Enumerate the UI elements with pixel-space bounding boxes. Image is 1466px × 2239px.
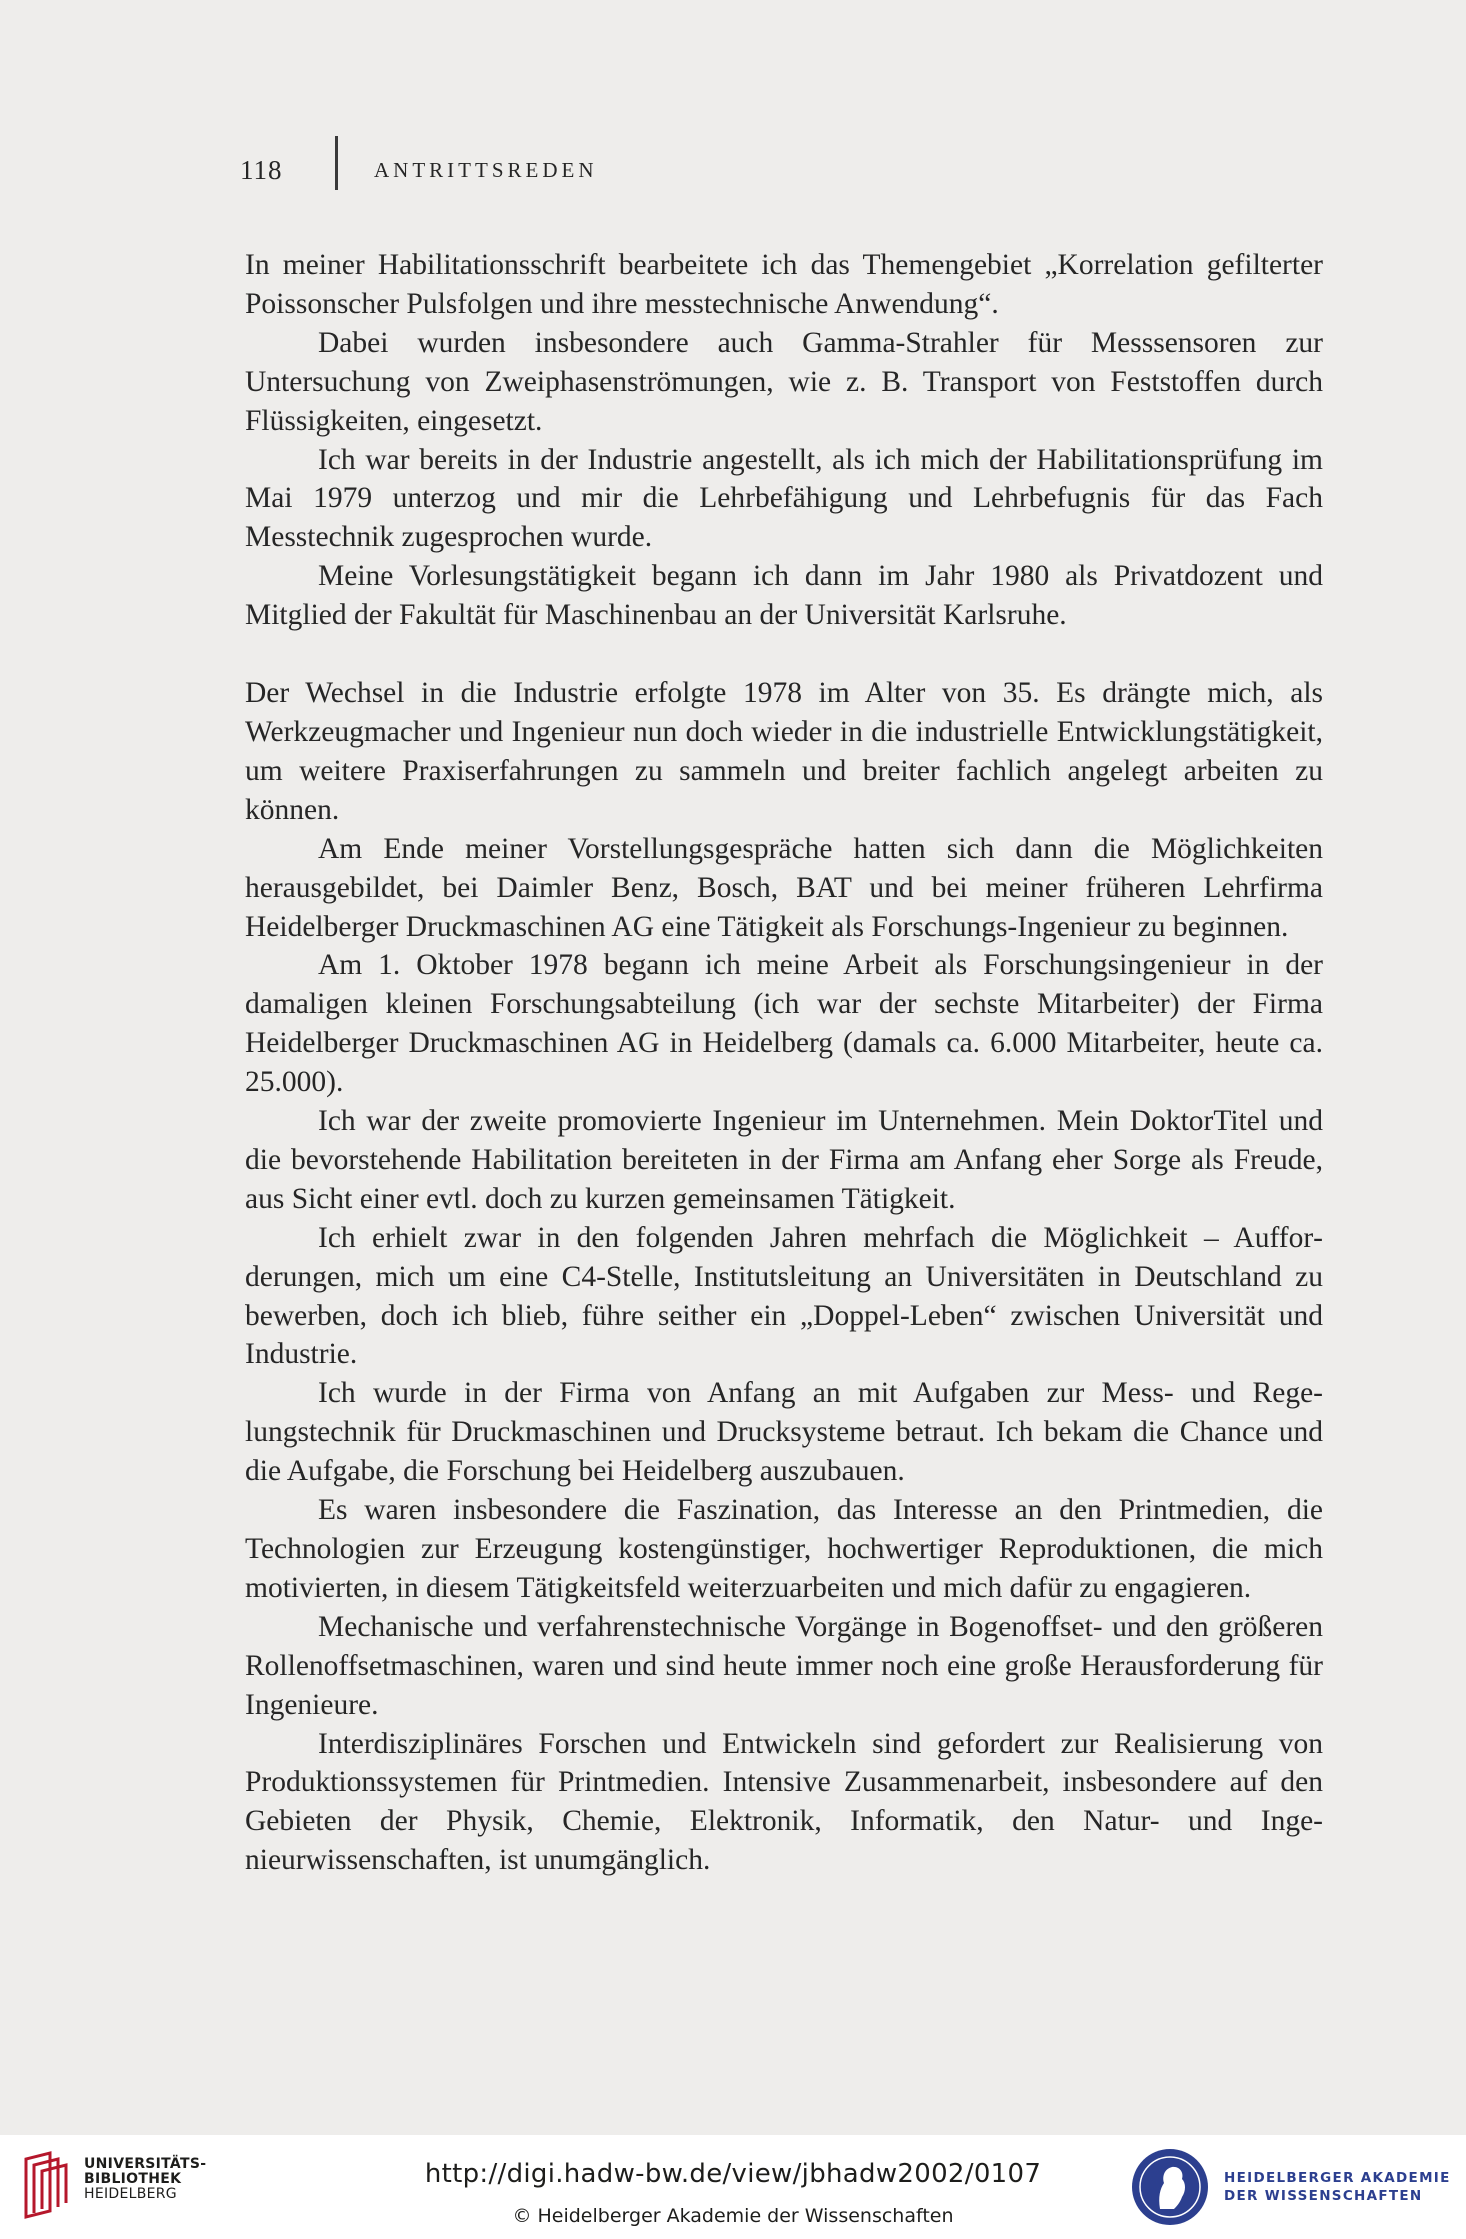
paragraph: Meine Vorlesungstätigkeit begann ich dann im Jahr 1980 als Privatdozent und Mitglied der Fakultät für Maschinenbau an der Universität Karlsruhe.	[245, 560, 1323, 632]
header-divider	[335, 136, 338, 190]
library-city: HEIDELBERG	[84, 2186, 177, 2202]
page-number: 118	[240, 154, 283, 185]
library-name-line: UNIVERSITÄTS-	[84, 2156, 207, 2172]
paragraph: Am Ende meiner Vorstellungsgespräche hatten sich dann die Möglichkeiten herausgebildet, bei Daimler Benz, Bosch, BAT und bei meiner früheren Lehrfirma Heidelberger Druckmaschinen AG eine Tätigkeit als Forschungs-Ingenieur zu beginnen.	[245, 832, 1323, 943]
paragraph: In meiner Habilitationsschrift bearbeitete ich das Themengebiet „Korrelation gefilterter Poissonscher Pulsfolgen und ihre messtechnische Anwendung“.	[245, 249, 1323, 320]
paragraph: Interdisziplinäres Forschen und Entwickeln sind gefordert zur Realisierung von Produktionssystemen für Printmedien. Intensive Zusammenarbeit, insbesondere auf den Gebieten der Physik, Chemie, Elektronik, Informatik, den Natur- und Ingenieurwissenschaften, ist unumgänglich.	[245, 1727, 1323, 1877]
paragraph: Ich war bereits in der Industrie angestellt, als ich mich der Habilitationsprüfung im Mai 1979 unterzog und mir die Lehrbefähigung und Lehrbefugnis für das Fach Messtechnik zugesprochen wurde.	[245, 443, 1323, 554]
paragraph: Der Wechsel in die Industrie erfolgte 1978 im Alter von 35. Es drängte mich, als Werkzeugmacher und Ingenieur nun doch wieder in die industrielle Entwicklungstätigkeit, um weitere Praxiserfahrungen zu sammeln und breiter fachlich angelegt arbeiten zu können.	[245, 677, 1323, 826]
copyright-notice: © Heidelberger Akademie der Wissenschaften	[512, 2205, 954, 2227]
paragraph: Es waren insbesondere die Faszination, das Interesse an den Printmedien, die Technologien zur Erzeugung kostengünstiger, hochwertiger Reproduktionen, die mich motivierten, in diesem Tätigkeitsfeld weiterzuarbeiten und mich dafür zu engagieren.	[245, 1494, 1323, 1604]
paragraph: Am 1. Oktober 1978 begann ich meine Arbeit als Forschungsingenieur in der damaligen kleinen Forschungsabteilung (ich war der sechste Mitarbeiter) der Firma Heidelberger Druckmaschinen AG in Heidelberg (damals ca. 6.000 Mitarbeiter, heute ca. 25.000).	[245, 949, 1323, 1099]
paragraph: Ich erhielt zwar in den folgenden Jahren mehrfach die Möglichkeit – Aufforderungen, mich um eine C4-Stelle, Institutsleitung an Universitäten in Deutschland zu bewerben, doch ich blieb, führe seither ein „Doppel-Leben“ zwischen Universität und Industrie.	[245, 1221, 1323, 1371]
library-name-line: BIBLIOTHEK	[84, 2171, 182, 2187]
paragraph: Ich war der zweite promovierte Ingenieur im Unternehmen. Mein DoktorTitel und die bevorstehende Habilitation bereiteten in der Firma am Anfang eher Sorge als Freude, aus Sicht einer evtl. doch zu kurzen gemeinsamen Tätigkeit.	[245, 1105, 1323, 1215]
academy-seal-icon	[1130, 2147, 1210, 2227]
page-header	[240, 150, 598, 190]
running-title: ANTRITTSREDEN	[374, 157, 598, 182]
paragraph: Mechanische und verfahrenstechnische Vorgänge in Bogenoffset- und den größeren Rollenoffsetmaschinen, waren und sind heute immer noch eine große Herausforderung für Ingenieure.	[245, 1610, 1323, 1721]
academy-name-line: DER WISSENSCHAFTEN	[1224, 2188, 1423, 2204]
paragraph: Dabei wurden insbesondere auch Gamma-Strahler für Messsensoren zur Untersuchung von Zweiphasenströmungen, wie z. B. Transport von Feststoffen durch Flüssigkeiten, eingesetzt.	[245, 326, 1323, 437]
digitization-footer	[0, 2135, 1466, 2239]
body-text	[245, 246, 1323, 1880]
academy-name-line: HEIDELBERGER AKADEMIE	[1224, 2170, 1451, 2186]
academy-name	[1224, 2169, 1451, 2205]
permalink-url[interactable]: http://digi.hadw-bw.de/view/jbhadw2002/0107	[424, 2159, 1042, 2189]
paragraph: Ich wurde in der Firma von Anfang an mit Aufgaben zur Mess- und Regelungstechnik für Druckmaschinen und Drucksysteme betraut. Ich bekam die Chance und die Aufgabe, die Forschung bei Heidelberg auszubauen.	[245, 1377, 1323, 1488]
